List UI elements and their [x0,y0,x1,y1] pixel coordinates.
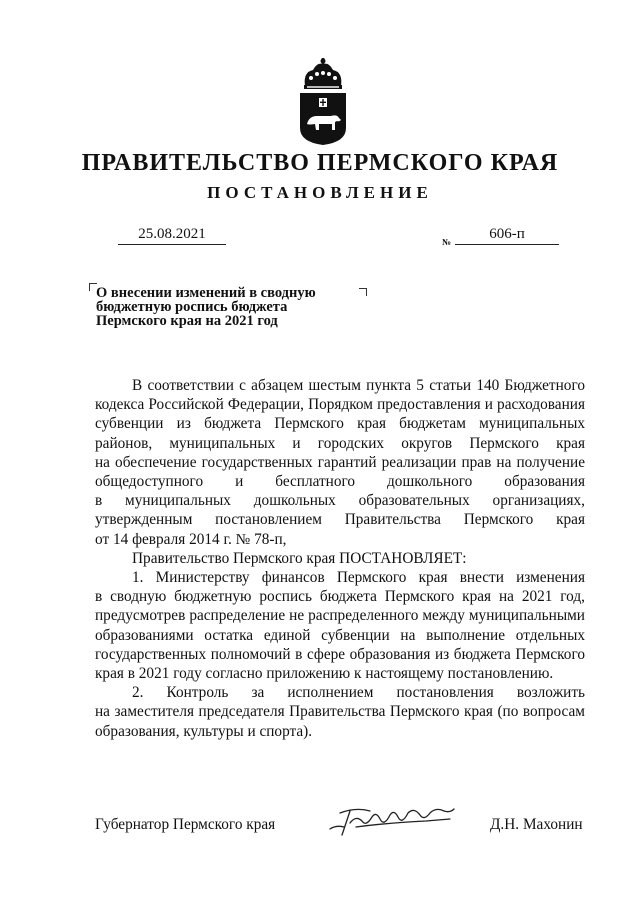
document-subject [96,286,356,328]
text-line: 2. Контроль за исполнением постановления возложить [132,684,585,702]
text-line: государственных полномочий в сфере образования из бюджета Пермского [95,645,585,663]
text-line: предусмотрев распределение не распределенного между муниципальными [95,607,585,625]
coat-of-arms-emblem [297,58,349,146]
government-title: ПРАВИТЕЛЬСТВО ПЕРМСКОГО КРАЯ [81,150,559,176]
handwritten-signature [326,797,456,839]
text-line: В соответствии с абзацем шестым пункта 5 статьи 140 Бюджетного [132,377,585,394]
text-line: кодекса Российской Федерации, Порядком предоставления и расходования [95,396,585,414]
text-line: образованиями остатка единой субвенции на выполнение отдельных [95,626,585,644]
subject-line: О внесении изменений в сводную [96,285,316,301]
document-type: ПОСТАНОВЛЕНИЕ [207,183,433,202]
item-2-paragraph [95,683,585,741]
text-line: на обеспечение государственных гарантий реализации прав на получение [95,453,585,471]
text-line: края в 2021 году согласно приложению к настоящему постановлению. [95,665,554,683]
text-line: на заместителя председателя Правительства Пермского края (по вопросам [95,703,585,721]
text-line: от 14 февраля 2014 г. № 78-п, [95,530,287,548]
shield-icon [300,93,346,145]
text-line: общедоступного и бесплатного дошкольного образования [95,473,585,491]
resolution-paragraph [95,549,585,568]
text-line: районов, муниципальных и городских округов Пермского края [95,434,585,452]
text-line: Правительство Пермского края ПОСТАНОВЛЯЕТ: [132,549,467,567]
subject-corner-mark-right [359,288,367,296]
preamble-paragraph [95,376,585,549]
document-number: 606-п [455,226,559,245]
text-line: утвержденным постановлением Правительства Пермского края [95,511,585,529]
signatory-position: Губернатор Пермского края [95,816,276,833]
crown-icon [304,58,342,89]
subject-line: бюджетную роспись бюджета [96,299,288,315]
subject-line: Пермского края на 2021 год [96,313,278,329]
text-line: в муниципальных дошкольных образовательных организациях, [95,492,585,510]
text-line: образования, культуры и спорта). [95,722,313,740]
item-1-paragraph [95,568,585,683]
text-line: в сводную бюджетную роспись бюджета Пермского края на 2021 год, [95,588,585,606]
number-sign: № [442,237,452,247]
document-date: 25.08.2021 [118,226,226,245]
text-line: 1. Министерству финансов Пермского края внести изменения [132,569,585,587]
signatory-name: Д.Н. Махонин [490,816,583,833]
text-line: субвенции из бюджета Пермского края бюджетам муниципальных [95,415,585,433]
document-body [95,376,585,741]
